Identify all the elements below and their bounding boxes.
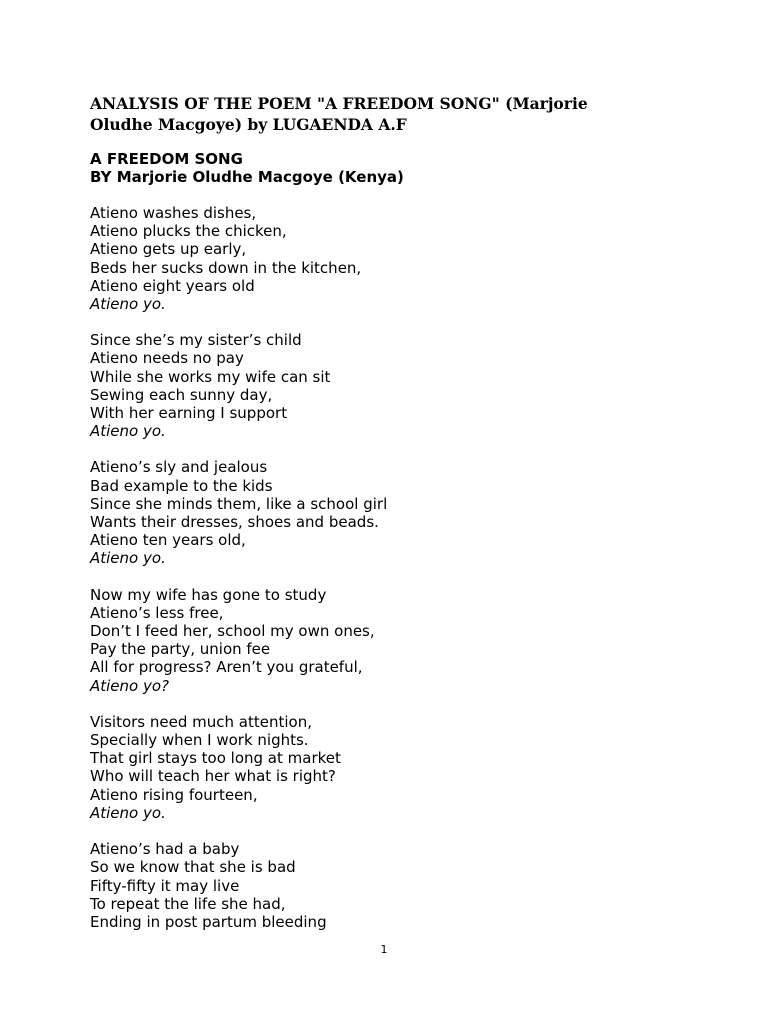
- stanza: [90, 204, 387, 313]
- poem-line: Pay the party, union fee: [90, 640, 271, 659]
- poem-line: Atieno eight years old: [90, 276, 255, 295]
- poem-line: Now my wife has gone to study: [90, 585, 327, 604]
- poem-author: BY Marjorie Oludhe Macgoye (Kenya): [90, 168, 404, 186]
- poem-refrain: Atieno yo?: [90, 676, 170, 695]
- poem-refrain: Atieno yo.: [90, 295, 166, 314]
- poem-line: Since she’s my sister’s child: [90, 331, 302, 350]
- document-title: ANALYSIS OF THE POEM "A FREEDOM SONG" (Marjorie Oludhe Macgoye) by LUGAENDA A.F: [90, 94, 588, 134]
- page-number: 1: [380, 943, 388, 956]
- poem-line: So we know that she is bad: [90, 858, 296, 877]
- poem-line: Atieno ten years old,: [90, 531, 246, 550]
- poem-header: [90, 150, 404, 186]
- poem-line: All for progress? Aren’t you grateful,: [90, 658, 363, 677]
- poem-line: Atieno gets up early,: [90, 240, 247, 259]
- stanza: [90, 458, 387, 567]
- poem-line: Beds her sucks down in the kitchen,: [90, 258, 362, 277]
- stanza: [90, 331, 387, 440]
- poem-line: Atieno’s less free,: [90, 603, 224, 622]
- poem-line: Since she minds them, like a school girl: [90, 494, 388, 513]
- poem-body: [90, 204, 387, 949]
- poem-line: While she works my wife can sit: [90, 367, 331, 386]
- poem-refrain: Atieno yo.: [90, 422, 166, 441]
- poem-line: Specially when I work nights.: [90, 731, 309, 750]
- poem-line: Atieno’s sly and jealous: [90, 458, 268, 477]
- poem-line: That girl stays too long at market: [90, 749, 341, 768]
- poem-line: Atieno washes dishes,: [90, 204, 257, 222]
- poem-refrain: Atieno yo.: [90, 549, 166, 568]
- poem-line: Fifty-fifty it may live: [90, 876, 240, 895]
- poem-line: Sewing each sunny day,: [90, 385, 273, 404]
- poem-line: Atieno plucks the chicken,: [90, 222, 287, 241]
- stanza: [90, 586, 387, 695]
- poem-line: Don’t I feed her, school my own ones,: [90, 622, 375, 641]
- poem-line: Atieno’s had a baby: [90, 840, 240, 859]
- poem-line: Who will teach her what is right?: [90, 767, 336, 786]
- stanza: [90, 840, 387, 931]
- poem-refrain: Atieno yo.: [90, 803, 166, 822]
- poem-title: A FREEDOM SONG: [90, 150, 243, 168]
- poem-line: Bad example to the kids: [90, 476, 273, 495]
- poem-line: Ending in post partum bleeding: [90, 912, 327, 931]
- poem-line: Visitors need much attention,: [90, 712, 312, 731]
- poem-line: With her earning I support: [90, 404, 288, 423]
- poem-line: Atieno rising fourteen,: [90, 785, 258, 804]
- poem-line: Atieno needs no pay: [90, 349, 244, 368]
- poem-line: To repeat the life she had,: [90, 894, 286, 913]
- poem-line: Wants their dresses, shoes and beads.: [90, 513, 379, 532]
- stanza: [90, 713, 387, 822]
